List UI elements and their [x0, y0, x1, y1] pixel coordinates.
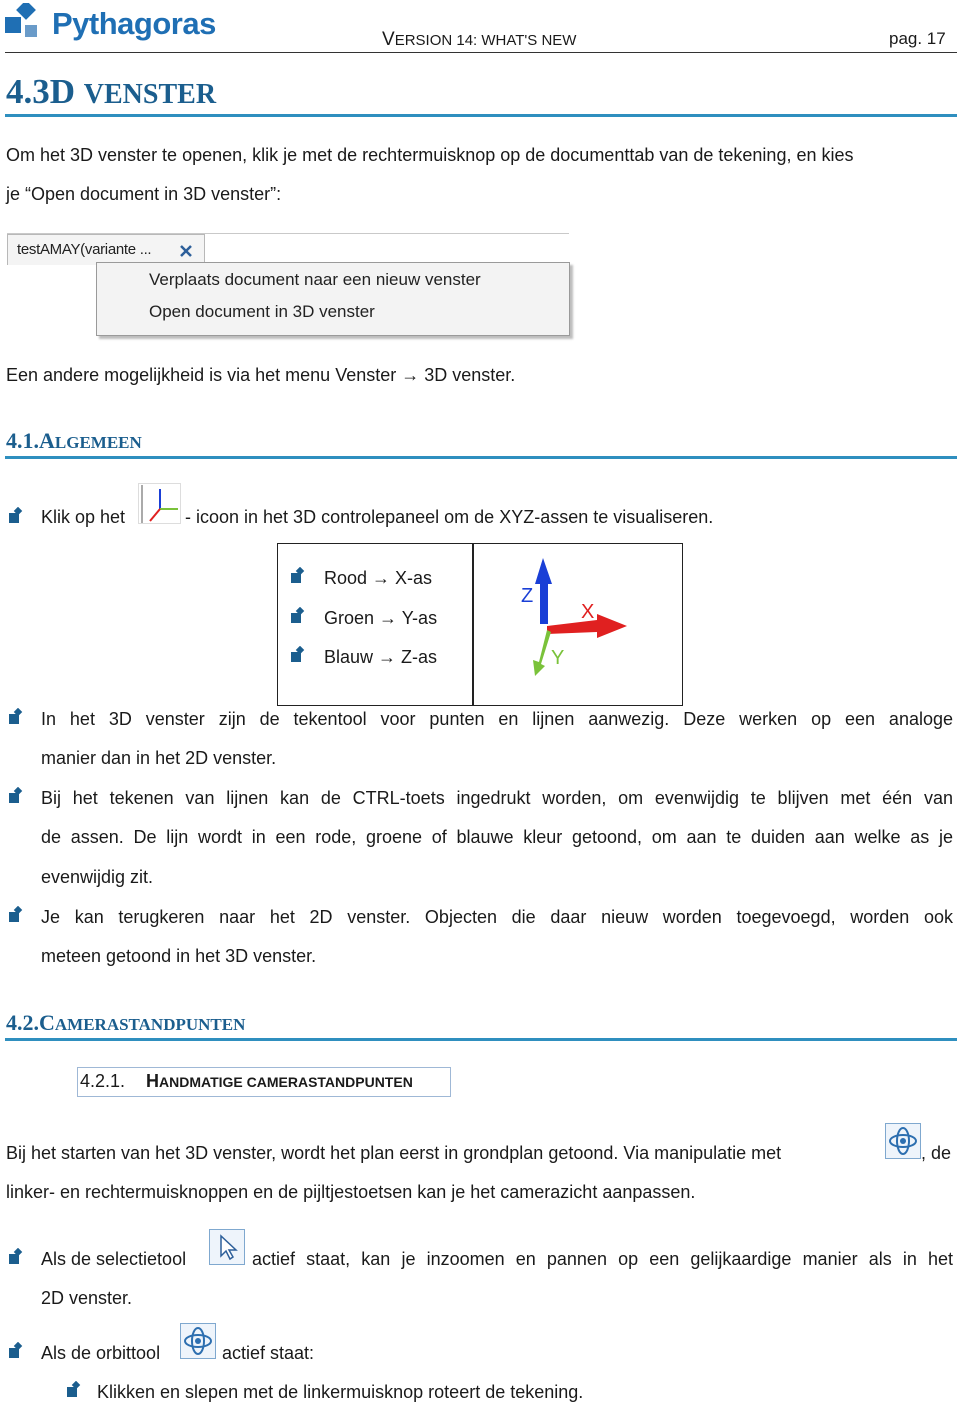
bullet-icon [289, 646, 307, 664]
select-text-line-2: 2D venster. [41, 1288, 133, 1308]
klik-text-after: - icoon in het 3D controlepaneel om de XYZ-assen te visualiseren. [185, 507, 714, 527]
select-text-before: Als de selectietool [41, 1249, 187, 1269]
orbit-sub-bullet: Klikken en slepen met de linkermuisknop roteert de tekening. [97, 1382, 584, 1402]
bullet-1-line-2: manier dan in het 2D venster. [41, 748, 277, 768]
bullet-icon [7, 507, 25, 525]
heading-4-2: 4.2.CAMERASTANDPUNTEN [6, 1010, 246, 1035]
heading-4-1-rule [5, 456, 957, 459]
select-tool-icon[interactable] [209, 1229, 245, 1265]
axis-legend-red: Rood → X-as [324, 568, 433, 588]
bullet-2-line-3: evenwijdig zit. [41, 867, 154, 887]
axis-legend-green: Groen → Y-as [324, 608, 438, 628]
y-axis-label: Y [551, 647, 565, 669]
bullet-3-line-1: Je kan terugkeren naar het 2D venster. Objecten die daar nieuw worden toegevoegd, worden ook [41, 907, 953, 927]
axes-toggle-icon[interactable] [138, 483, 182, 525]
heading-4-1: 4.1.ALGEMEEN [6, 428, 142, 453]
close-icon[interactable] [178, 243, 194, 259]
axis-legend-blue: Blauw → Z-as [324, 647, 438, 667]
bullet-icon [7, 787, 25, 805]
bullet-2-line-1: Bij het tekenen van lijnen kan de CTRL-toets ingedrukt worden, om evenwijdig te blijven met één van [41, 788, 953, 808]
intro-line-2: je “Open document in 3D venster”: [6, 184, 282, 204]
bullet-icon [7, 906, 25, 924]
orbit-tool-icon[interactable] [885, 1123, 921, 1159]
header-rule [5, 52, 957, 53]
bullet-3-line-2: meteen getoond in het 3D venster. [41, 946, 317, 966]
xyz-axes-illustration [513, 552, 643, 692]
bullet-2-line-2: de assen. De lijn wordt in een rode, groene of blauwe kleur getoond, om aan te duiden aan welke as je [41, 827, 953, 847]
bullet-icon [7, 1248, 25, 1266]
pythagoras-logo-icon [5, 3, 49, 47]
orbit-text-after: actief staat: [222, 1343, 315, 1363]
orbit-tool-icon[interactable] [180, 1323, 216, 1359]
context-menu [96, 262, 570, 336]
header-version: VERSION 14: WHAT'S NEW [382, 29, 577, 50]
x-axis-label: X [581, 601, 595, 623]
bullet-icon [7, 708, 25, 726]
orbit-text-before: Als de orbittool [41, 1343, 161, 1363]
camera-text-line-2: linker- en rechtermuisknoppen en de pijltjestoetsen kan je het camerazicht aanpassen. [6, 1182, 696, 1202]
heading-4-2-rule [5, 1038, 957, 1041]
axes-illustration-box [472, 543, 683, 706]
page-number: pag. 17 [889, 29, 946, 48]
alt-menu-text: Een andere mogelijkheid is via het menu Venster → 3D venster. [6, 365, 516, 385]
axes-legend-box [277, 543, 474, 706]
klik-text-before: Klik op het [41, 507, 126, 527]
intro-line-1: Om het 3D venster te openen, klik je met de rechtermuisknop op de documenttab van de tekening, en kies [6, 145, 854, 165]
document-tab[interactable] [7, 234, 205, 265]
bullet-icon [65, 1381, 83, 1399]
bullet-icon [289, 567, 307, 585]
camera-text-line-1: Bij het starten van het 3D venster, wordt het plan eerst in grondplan getoond. Via manipulatie met [6, 1143, 782, 1163]
bullet-icon [7, 1342, 25, 1360]
camera-text-line-1-end: , de [921, 1143, 952, 1163]
select-text-after: actief staat, kan je inzoomen en pannen op een gelijkaardige manier als in het [252, 1249, 953, 1269]
heading-4-2-1: 4.2.1. HANDMATIGE CAMERASTANDPUNTEN [77, 1067, 451, 1097]
document-tab-label: testAMAY(variante ... [17, 241, 152, 258]
section-rule [5, 114, 957, 117]
z-axis-label: Z [521, 585, 534, 607]
bullet-1-line-1: In het 3D venster zijn de tekentool voor punten en lijnen aanwezig. Deze werken op een analoge [41, 709, 953, 729]
logo-text: Pythagoras [52, 6, 216, 41]
bullet-icon [289, 607, 307, 625]
menu-item-move-window[interactable]: Verplaats document naar een nieuw venster [149, 270, 481, 289]
menu-item-open-3d[interactable]: Open document in 3D venster [149, 302, 375, 321]
section-title: 4.3D VENSTER [6, 72, 217, 111]
